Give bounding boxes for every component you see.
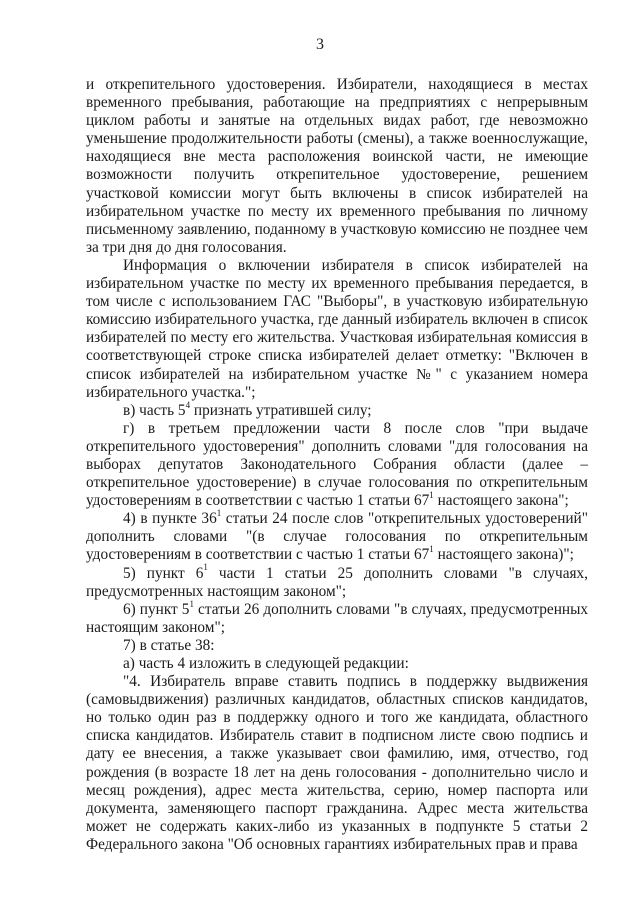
paragraph-info-transfer bbox=[86, 257, 588, 402]
paragraph-item-v bbox=[86, 399, 588, 420]
paragraph-text: статьи 26 дополнить словами "в случаях, предусмотренных настоящим законом"; bbox=[86, 600, 589, 636]
paragraph-text: 4) в пункте 36 bbox=[123, 510, 217, 528]
paragraph-text: а) часть 4 изложить в следующей редакции: bbox=[123, 655, 409, 672]
paragraph-item-7 bbox=[86, 637, 588, 655]
paragraph-item-6 bbox=[86, 598, 589, 637]
paragraph-text: Информация о включении избирателя в список избирателей на избирательном участке по месту их временного пребывания передается, в том числе с использованием ГАС "Выборы", в участковую избирательную комиссию избирательного участка, где данный избиратель включен в список избирателей по месту его жительства. Участковая избирательная комиссия в соответствующей строке списка избирателей делает отметку: "Включен в список избирателей на избирательном участке №" с указанием номера избирательного участка."; bbox=[86, 256, 588, 401]
paragraph-text: признать утратившей силу; bbox=[190, 401, 372, 419]
paragraph-text: и открепительного удостоверения. Избиратели, находящиеся в местах временного пребывания, работающие на предприятиях с непрерывным циклом работы и занятые на отдельных видах работ, где невозможно уменьшение продолжительности работы (смены), а также военнослужащие, находящиеся вне места расположения воинской части, не имеющие возможности получить открепительное удостоверение, решением участковой комиссии могут быть включены в список избирателей на избирательном участке по месту их временного пребывания по личному письменному заявлению, поданному в участковую комиссию не позднее чем за три дня до дня голосования. bbox=[86, 76, 588, 256]
paragraph-text: статьи 24 после слов "открепительных удостоверений" дополнить словами "(в случае голосования по открепительным удостоверениям в соответствии с частью 1 статьи 67 bbox=[86, 510, 588, 564]
paragraph-text: г) в третьем предложении части 8 после слов "при выдаче открепительного удостоверения" дополнить словами "для голосования на выборах депутатов Законодательного Собрания области (далее – открепительное удостоверение) в случае голосования по открепительным удостоверениям в соответствии с частью 1 статьи 67 bbox=[86, 419, 588, 510]
paragraph-text: 6) пункт 5 bbox=[123, 600, 190, 618]
superscript-index: 1 bbox=[189, 598, 194, 609]
superscript-index: 1 bbox=[203, 562, 208, 573]
paragraph-text: 5) пункт 6 bbox=[123, 564, 204, 582]
paragraph-text: в) часть 5 bbox=[123, 401, 186, 419]
paragraph-part-4-text bbox=[86, 673, 588, 854]
paragraph-text: "4. Избиратель вправе ставить подпись в поддержку выдвижения (самовыдвижения) различных кандидатов, областных списков кандидатов, но только один раз в поддержку одного и того же кандидата, областного списка кандидатов. Избиратель ставит в подписном листе свою подпись и дату ее внесения, а также указывает свои фамилию, имя, отчество, год рождения (в возрасте 18 лет на день голосования - дополнительно число и месяц рождения), адрес места жительства, серию, номер паспорта или документа, заменяющего паспорт гражданина. Адрес места жительства может не содержать каких-либо из указанных в подпункте 5 статьи 2 Федерального закона "Об основных гарантиях избирательных прав и права bbox=[86, 673, 588, 853]
superscript-index: 1 bbox=[429, 544, 434, 555]
superscript-index: 4 bbox=[185, 399, 191, 410]
paragraph-text: настоящего закона"; bbox=[433, 492, 569, 510]
document-body bbox=[86, 76, 588, 854]
paragraph-text: настоящего закона)"; bbox=[433, 546, 574, 564]
paragraph-item-g bbox=[86, 420, 588, 510]
superscript-index: 1 bbox=[216, 508, 222, 519]
paragraph-item-4 bbox=[86, 510, 588, 564]
superscript-index: 1 bbox=[429, 490, 434, 501]
paragraph-continuation bbox=[86, 76, 588, 257]
paragraph-text: части 1 статьи 25 дополнить словами "в случаях, предусмотренных настоящим законом"; bbox=[86, 564, 589, 600]
page-number: 3 bbox=[316, 36, 324, 53]
paragraph-text: 7) в статье 38: bbox=[123, 636, 215, 654]
paragraph-item-a bbox=[86, 655, 588, 673]
paragraph-item-5 bbox=[86, 562, 589, 601]
